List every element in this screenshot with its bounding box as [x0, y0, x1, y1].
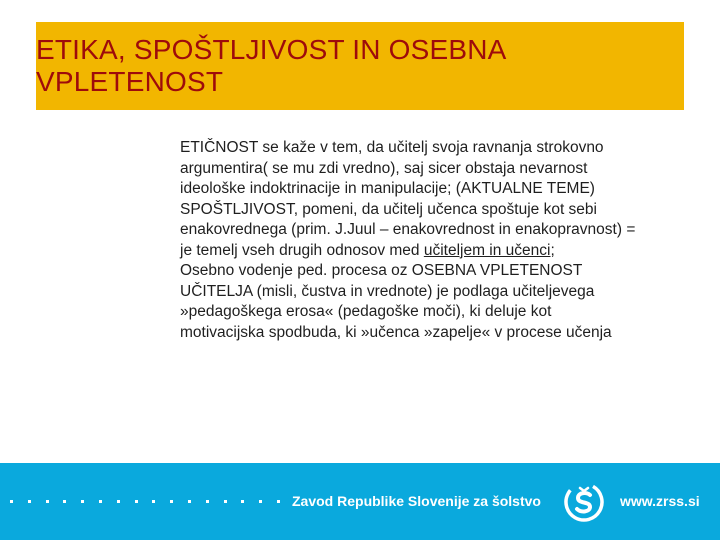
footer-dot — [63, 500, 66, 503]
footer-dot — [241, 500, 244, 503]
footer-dot — [28, 500, 31, 503]
body-paragraph-respect — [180, 200, 640, 262]
footer-dot-row — [10, 497, 280, 505]
body-paragraph-respect-text: SPOŠTLJIVOST, pomeni, da učitelj učenca spoštuje kot sebi enakovrednega (prim. J.Juul – enakovrednost in enakopravnost) = je temelj vseh drugih odnosov med — [180, 200, 636, 259]
footer-dot — [10, 500, 13, 503]
footer-dot — [170, 500, 173, 503]
footer-dot — [117, 500, 120, 503]
footer-dot — [81, 500, 84, 503]
footer-dot — [206, 500, 209, 503]
footer-dot — [224, 500, 227, 503]
slide-body — [180, 138, 640, 343]
footer-dot — [46, 500, 49, 503]
footer-url: www.zrss.si — [620, 493, 700, 509]
footer-organization: Zavod Republike Slovenije za šolstvo — [292, 493, 541, 509]
zrss-logo-icon — [563, 481, 605, 523]
footer-dot — [259, 500, 262, 503]
body-paragraph-personal-leading: Osebno vodenje ped. procesa oz OSEBNA VPLETENOST — [180, 262, 583, 279]
footer-bar — [0, 463, 720, 540]
footer-dot — [188, 500, 191, 503]
footer-dot — [152, 500, 155, 503]
footer-dot — [99, 500, 102, 503]
footer-dot — [277, 500, 280, 503]
slide-title-line-2: VPLETENOST — [36, 66, 224, 97]
body-underlined-phrase: učiteljem in učenci; — [423, 241, 555, 259]
title-banner — [36, 22, 684, 110]
footer-dot — [135, 500, 138, 503]
slide-title-line-1: ETIKA, SPOŠTLJIVOST IN OSEBNA — [36, 34, 507, 65]
slide-title — [36, 34, 672, 98]
body-paragraph-teacher: UČITELJA (misli, čustva in vrednote) je podlaga učiteljevega »pedagoškega erosa« (pedagoške moči), ki deluje kot motivacijska spodbuda, ki »učenca »zapelje« v procese učenja — [180, 282, 612, 341]
body-paragraph-ethics: ETIČNOST se kaže v tem, da učitelj svoja ravnanja strokovno argumentira( se mu zdi vredno), saj sicer obstaja nevarnost ideološke indoktrinacije in manipulacije; (AKTUALNE TEME) — [180, 139, 604, 197]
